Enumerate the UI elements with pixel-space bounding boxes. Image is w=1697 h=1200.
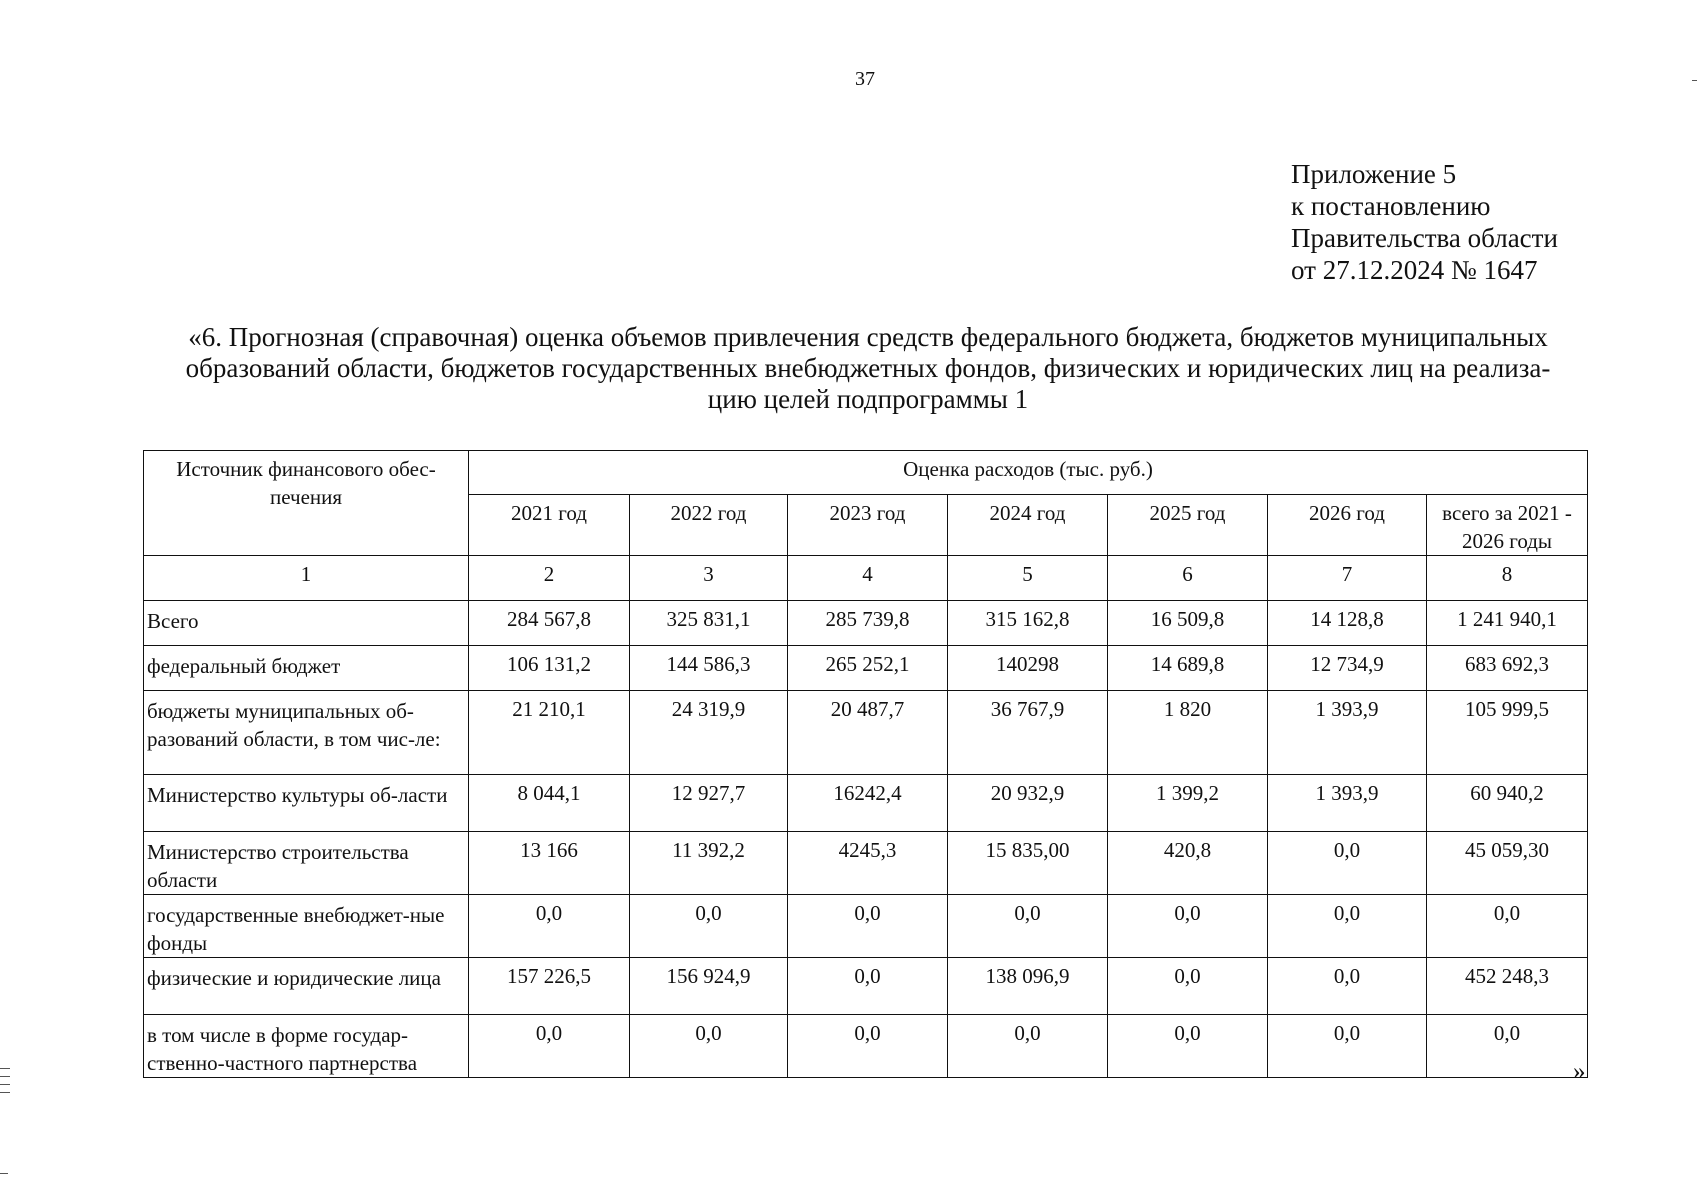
table-row — [144, 775, 1588, 832]
value-cell: 0,0 — [1268, 832, 1427, 895]
value-cell: 0,0 — [1268, 958, 1427, 1015]
value-cell: 60 940,2 — [1427, 775, 1588, 832]
table-row — [144, 691, 1588, 775]
year-header: 2026 год — [1268, 495, 1427, 556]
table-row — [144, 958, 1588, 1015]
value-cell: 11 392,2 — [630, 832, 788, 895]
value-cell: 12 734,9 — [1268, 646, 1427, 691]
table-row — [144, 1015, 1588, 1078]
value-cell: 16 509,8 — [1108, 601, 1268, 646]
column-number: 4 — [788, 556, 948, 601]
value-cell: 106 131,2 — [469, 646, 630, 691]
scan-margin-marks — [0, 1068, 10, 1100]
appendix-line-2: к постановлению — [1291, 191, 1491, 221]
appendix-line-4: от 27.12.2024 № 1647 — [1291, 255, 1538, 285]
value-cell: 14 689,8 — [1108, 646, 1268, 691]
heading-line-2: образований области, бюджетов государственных внебюджетных фондов, физических и юридических лиц на реализа- — [185, 353, 1551, 383]
table-row — [144, 895, 1588, 958]
value-cell: 16242,4 — [788, 775, 948, 832]
row-label: в том числе в форме государ-ственно-частного партнерства — [144, 1015, 469, 1078]
scan-margin-mark — [0, 1173, 8, 1174]
value-cell: 420,8 — [1108, 832, 1268, 895]
year-header: 2025 год — [1108, 495, 1268, 556]
row-label: бюджеты муниципальных об-разований области, в том чис-ле: — [144, 691, 469, 775]
value-cell: 21 210,1 — [469, 691, 630, 775]
year-header: 2021 год — [469, 495, 630, 556]
value-cell: 8 044,1 — [469, 775, 630, 832]
value-cell: 1 820 — [1108, 691, 1268, 775]
value-cell: 0,0 — [630, 1015, 788, 1078]
total-header: всего за 2021 - 2026 годы — [1427, 495, 1588, 556]
row-label: физические и юридические лица — [144, 958, 469, 1015]
value-cell: 1 393,9 — [1268, 775, 1427, 832]
value-cell: 0,0 — [1108, 958, 1268, 1015]
value-cell: 45 059,30 — [1427, 832, 1588, 895]
document-heading — [138, 322, 1598, 415]
value-cell: 0,0 — [788, 895, 948, 958]
value-cell: 0,0 — [630, 895, 788, 958]
column-number: 6 — [1108, 556, 1268, 601]
value-cell: 0,0 — [1268, 895, 1427, 958]
column-number: 2 — [469, 556, 630, 601]
row-label: Министерство строительства области — [144, 832, 469, 895]
value-cell: 452 248,3 — [1427, 958, 1588, 1015]
value-cell: 20 487,7 — [788, 691, 948, 775]
value-cell: 315 162,8 — [948, 601, 1108, 646]
value-cell: 140298 — [948, 646, 1108, 691]
column-number: 3 — [630, 556, 788, 601]
value-cell: 0,0 — [1108, 895, 1268, 958]
value-cell: 36 767,9 — [948, 691, 1108, 775]
funding-table — [143, 450, 1588, 1078]
value-cell: 20 932,9 — [948, 775, 1108, 832]
source-column-header: Источник финансового обес-печения — [144, 451, 469, 556]
value-cell: 0,0 — [469, 895, 630, 958]
value-cell: 12 927,7 — [630, 775, 788, 832]
appendix-block — [1291, 158, 1558, 286]
scan-margin-mark — [1692, 80, 1697, 81]
table-row — [144, 832, 1588, 895]
column-number: 1 — [144, 556, 469, 601]
value-cell: 683 692,3 — [1427, 646, 1588, 691]
year-header: 2022 год — [630, 495, 788, 556]
value-cell: 15 835,00 — [948, 832, 1108, 895]
year-header: 2023 год — [788, 495, 948, 556]
column-number-row — [144, 556, 1588, 601]
table-header-row — [144, 451, 1588, 495]
value-cell: 284 567,8 — [469, 601, 630, 646]
value-cell: 265 252,1 — [788, 646, 948, 691]
value-cell: 0,0 — [469, 1015, 630, 1078]
value-cell: 1 241 940,1 — [1427, 601, 1588, 646]
value-cell: 0,0 — [1427, 895, 1588, 958]
row-label: Всего — [144, 601, 469, 646]
value-cell: 156 924,9 — [630, 958, 788, 1015]
row-label: государственные внебюджет-ные фонды — [144, 895, 469, 958]
value-cell: 138 096,9 — [948, 958, 1108, 1015]
table-row — [144, 601, 1588, 646]
expenses-header: Оценка расходов (тыс. руб.) — [469, 451, 1588, 495]
value-cell: 1 399,2 — [1108, 775, 1268, 832]
value-cell: 0,0 — [948, 895, 1108, 958]
value-cell: 14 128,8 — [1268, 601, 1427, 646]
year-header: 2024 год — [948, 495, 1108, 556]
value-cell: 0,0 — [788, 958, 948, 1015]
value-cell: 0,0 — [948, 1015, 1108, 1078]
value-cell: 13 166 — [469, 832, 630, 895]
value-cell: 0,0 — [1427, 1015, 1588, 1078]
appendix-line-3: Правительства области — [1291, 223, 1558, 253]
value-cell: 1 393,9 — [1268, 691, 1427, 775]
value-cell: 0,0 — [788, 1015, 948, 1078]
value-cell: 24 319,9 — [630, 691, 788, 775]
table-row — [144, 646, 1588, 691]
value-cell: 0,0 — [1108, 1015, 1268, 1078]
value-cell: 0,0 — [1268, 1015, 1427, 1078]
heading-line-1: «6. Прогнозная (справочная) оценка объемов привлечения средств федерального бюджета, бюджетов муниципальных — [188, 322, 1548, 352]
page-number: 37 — [855, 68, 875, 90]
row-label: Министерство культуры об-ласти — [144, 775, 469, 832]
value-cell: 325 831,1 — [630, 601, 788, 646]
value-cell: 4245,3 — [788, 832, 948, 895]
value-cell: 105 999,5 — [1427, 691, 1588, 775]
value-cell: 285 739,8 — [788, 601, 948, 646]
column-number: 8 — [1427, 556, 1588, 601]
column-number: 5 — [948, 556, 1108, 601]
appendix-line-1: Приложение 5 — [1291, 159, 1457, 189]
closing-quote: » — [1573, 1058, 1586, 1085]
column-number: 7 — [1268, 556, 1427, 601]
value-cell: 157 226,5 — [469, 958, 630, 1015]
row-label: федеральный бюджет — [144, 646, 469, 691]
value-cell: 144 586,3 — [630, 646, 788, 691]
heading-line-3: цию целей подпрограммы 1 — [707, 384, 1029, 414]
